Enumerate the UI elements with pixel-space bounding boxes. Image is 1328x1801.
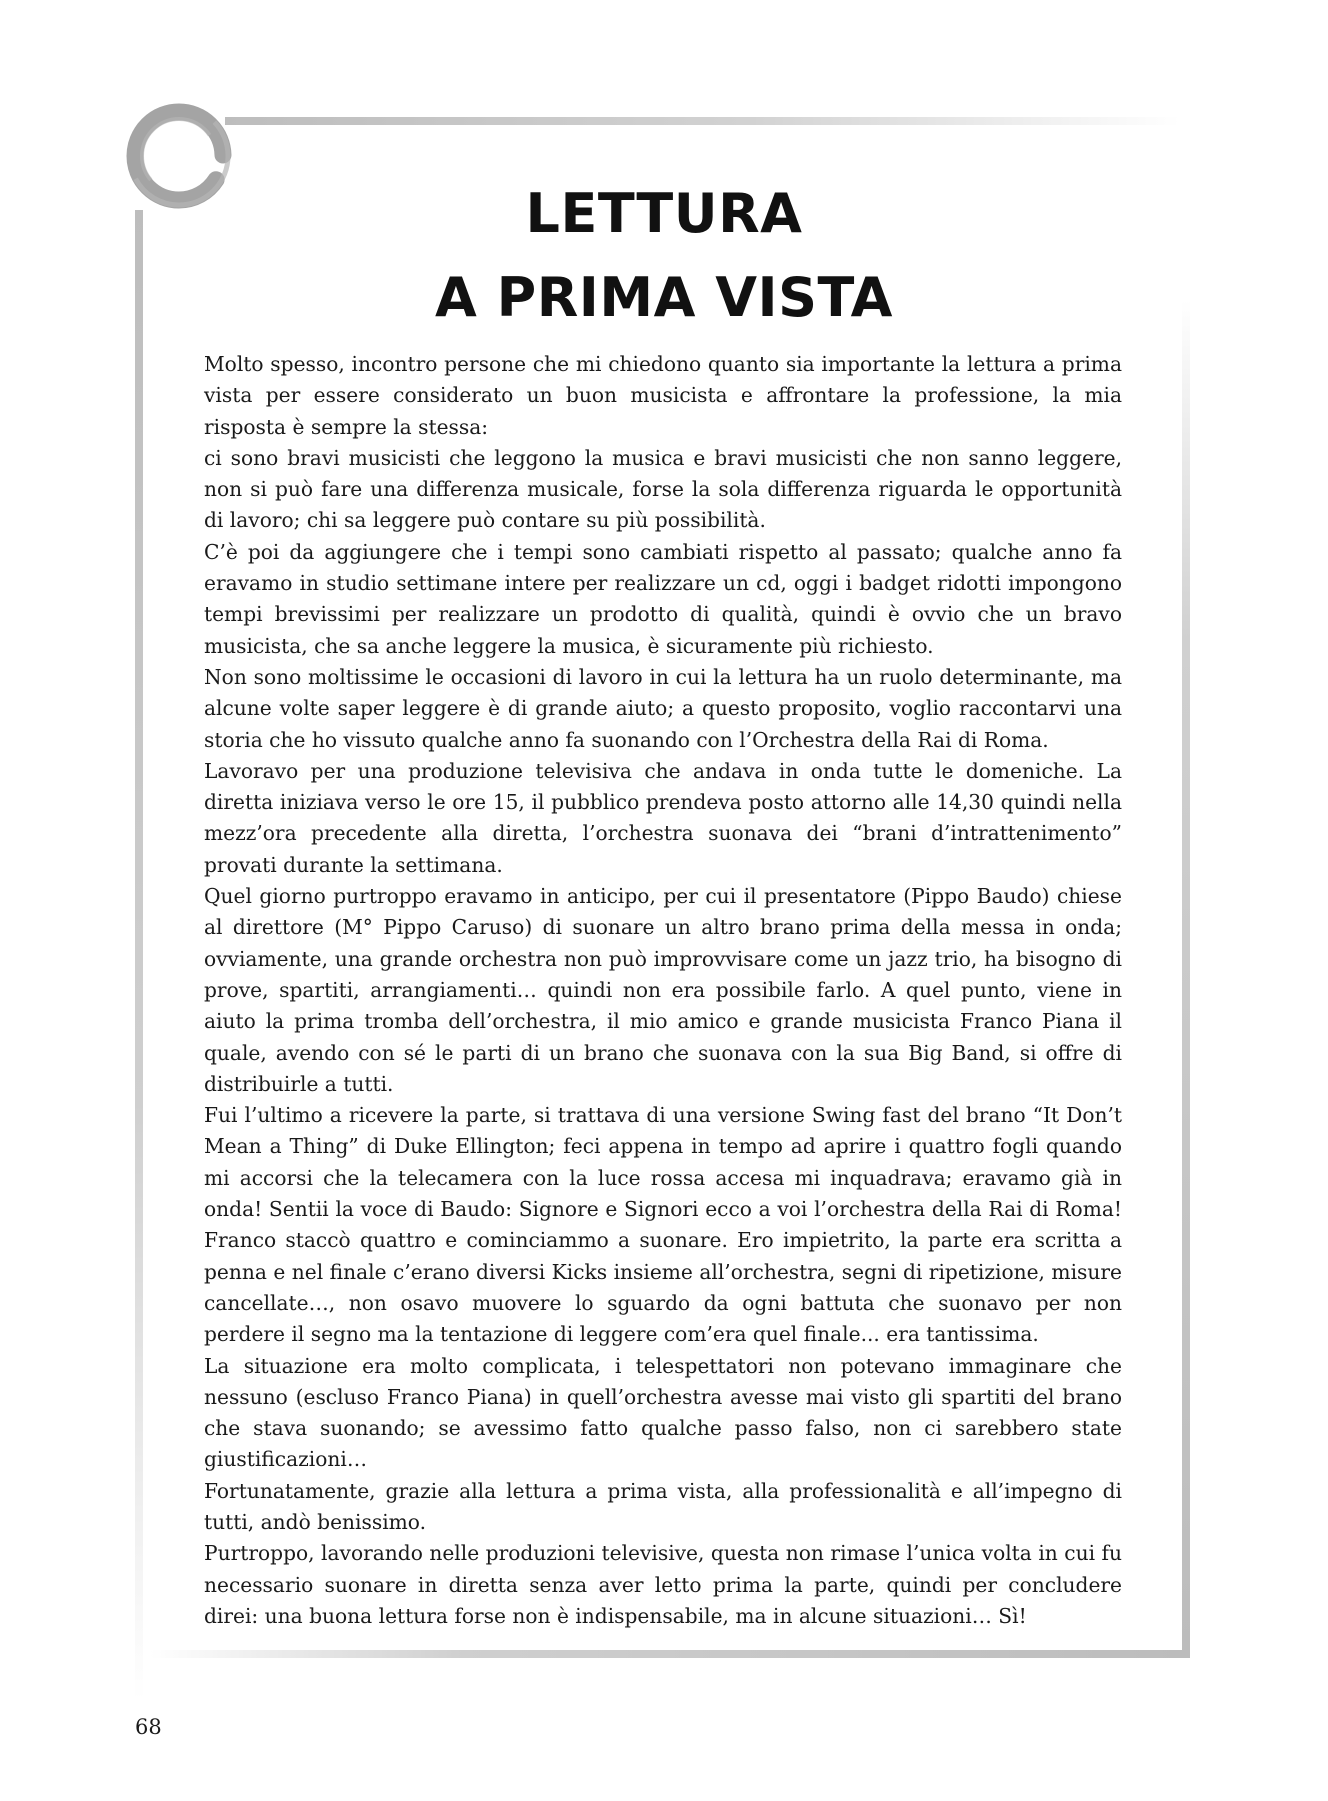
title-line-2: A PRIMA VISTA	[435, 266, 893, 329]
frame-right-border	[1182, 300, 1190, 1658]
page-number: 68	[135, 1715, 162, 1739]
body-text	[204, 349, 1122, 1632]
paragraph: Fortunatamente, grazie alla lettura a prima vista, alla professionalità e all’impegno di tutti, andò benissimo.	[204, 1478, 1122, 1534]
paragraph: Molto spesso, incontro persone che mi chiedono quanto sia importante la lettura a prima vista per essere considerato un buon musicista e affrontare la professione, la mia risposta è sempre la stessa:	[204, 352, 1122, 439]
frame-bottom-border	[150, 1650, 1190, 1658]
paragraph: Quel giorno purtroppo eravamo in anticipo, per cui il presentatore (Pippo Baudo) chiese al direttore (M° Pippo Caruso) di suonare un altro brano prima della messa in onda; ovviamente, una grande orchestra non può improvvisare come un jazz trio, ha bisogno di prove, spartiti, arrangiamenti… quindi non era possibile farlo. A quel punto, viene in aiuto la prima tromba dell’orchestra, il mio amico e grande musicista Franco Piana il quale, avendo con sé le parti di un brano che suonava con la sua Big Band, si offre di distribuirle a tutti.	[204, 884, 1122, 1096]
paragraph: Lavoravo per una produzione televisiva che andava in onda tutte le domeniche. La diretta iniziava verso le ore 15, il pubblico prendeva posto attorno alle 14,30 quindi nella mezz’ora precedente alla diretta, l’orchestra suonava dei “brani d’intrattenimento” provati durante la settimana.	[204, 758, 1122, 877]
paragraph: ci sono bravi musicisti che leggono la musica e bravi musicisti che non sanno leggere, non si può fare una differenza musicale, forse la sola differenza riguarda le opportunità di lavoro; chi sa leggere può contare su più possibilità.	[204, 445, 1122, 533]
frame-left-border	[135, 210, 143, 1700]
paragraph: C’è poi da aggiungere che i tempi sono cambiati rispetto al passato; qualche anno fa eravamo in studio settimane intere per realizzare un cd, oggi i badget ridotti impongono tempi brevissimi per realizzare un prodotto di qualità, quindi è ovvio che un bravo musicista, che sa anche leggere la musica, è sicuramente più richiesto.	[204, 539, 1122, 658]
page-title	[300, 172, 1028, 340]
frame-top-border	[225, 117, 1180, 125]
paragraph: Purtroppo, lavorando nelle produzioni televisive, questa non rimase l’unica volta in cui fu necessario suonare in diretta senza aver letto prima la parte, quindi per concludere direi: una buona lettura forse non è indispensabile, ma in alcune situazioni… Sì!	[204, 1541, 1122, 1628]
paragraph: Fui l’ultimo a ricevere la parte, si trattava di una versione Swing fast del brano “It Don’t Mean a Thing” di Duke Ellington; feci appena in tempo ad aprire i quattro fogli quando mi accorsi che la telecamera con la luce rossa accesa mi inquadrava; eravamo già in onda! Sentii la voce di Baudo: Signore e Signori ecco a voi l’orchestra della Rai di Roma! Franco staccò quattro e cominciammo a suonare. Ero impietrito, la parte era scritta a penna e nel finale c’erano diversi Kicks insieme all’orchestra, segni di ripetizione, misure cancellate…, non osavo muovere lo sguardo da ogni battuta che suonavo per non perdere il segno ma la tentazione di leggere com’era quel finale... era tantissima.	[204, 1103, 1122, 1347]
title-line-1: LETTURA	[525, 182, 803, 245]
brush-circle-icon	[115, 97, 240, 217]
paragraph: La situazione era molto complicata, i telespettatori non potevano immaginare che nessuno (escluso Franco Piana) in quell’orchestra avesse mai visto gli spartiti del brano che stava suonando; se avessimo fatto qualche passo falso, non ci sarebbero state giustificazioni…	[204, 1353, 1122, 1472]
paragraph: Non sono moltissime le occasioni di lavoro in cui la lettura ha un ruolo determinante, ma alcune volte saper leggere è di grande aiuto; a questo proposito, voglio raccontarvi una storia che ho vissuto qualche anno fa suonando con l’Orchestra della Rai di Roma.	[204, 664, 1122, 752]
